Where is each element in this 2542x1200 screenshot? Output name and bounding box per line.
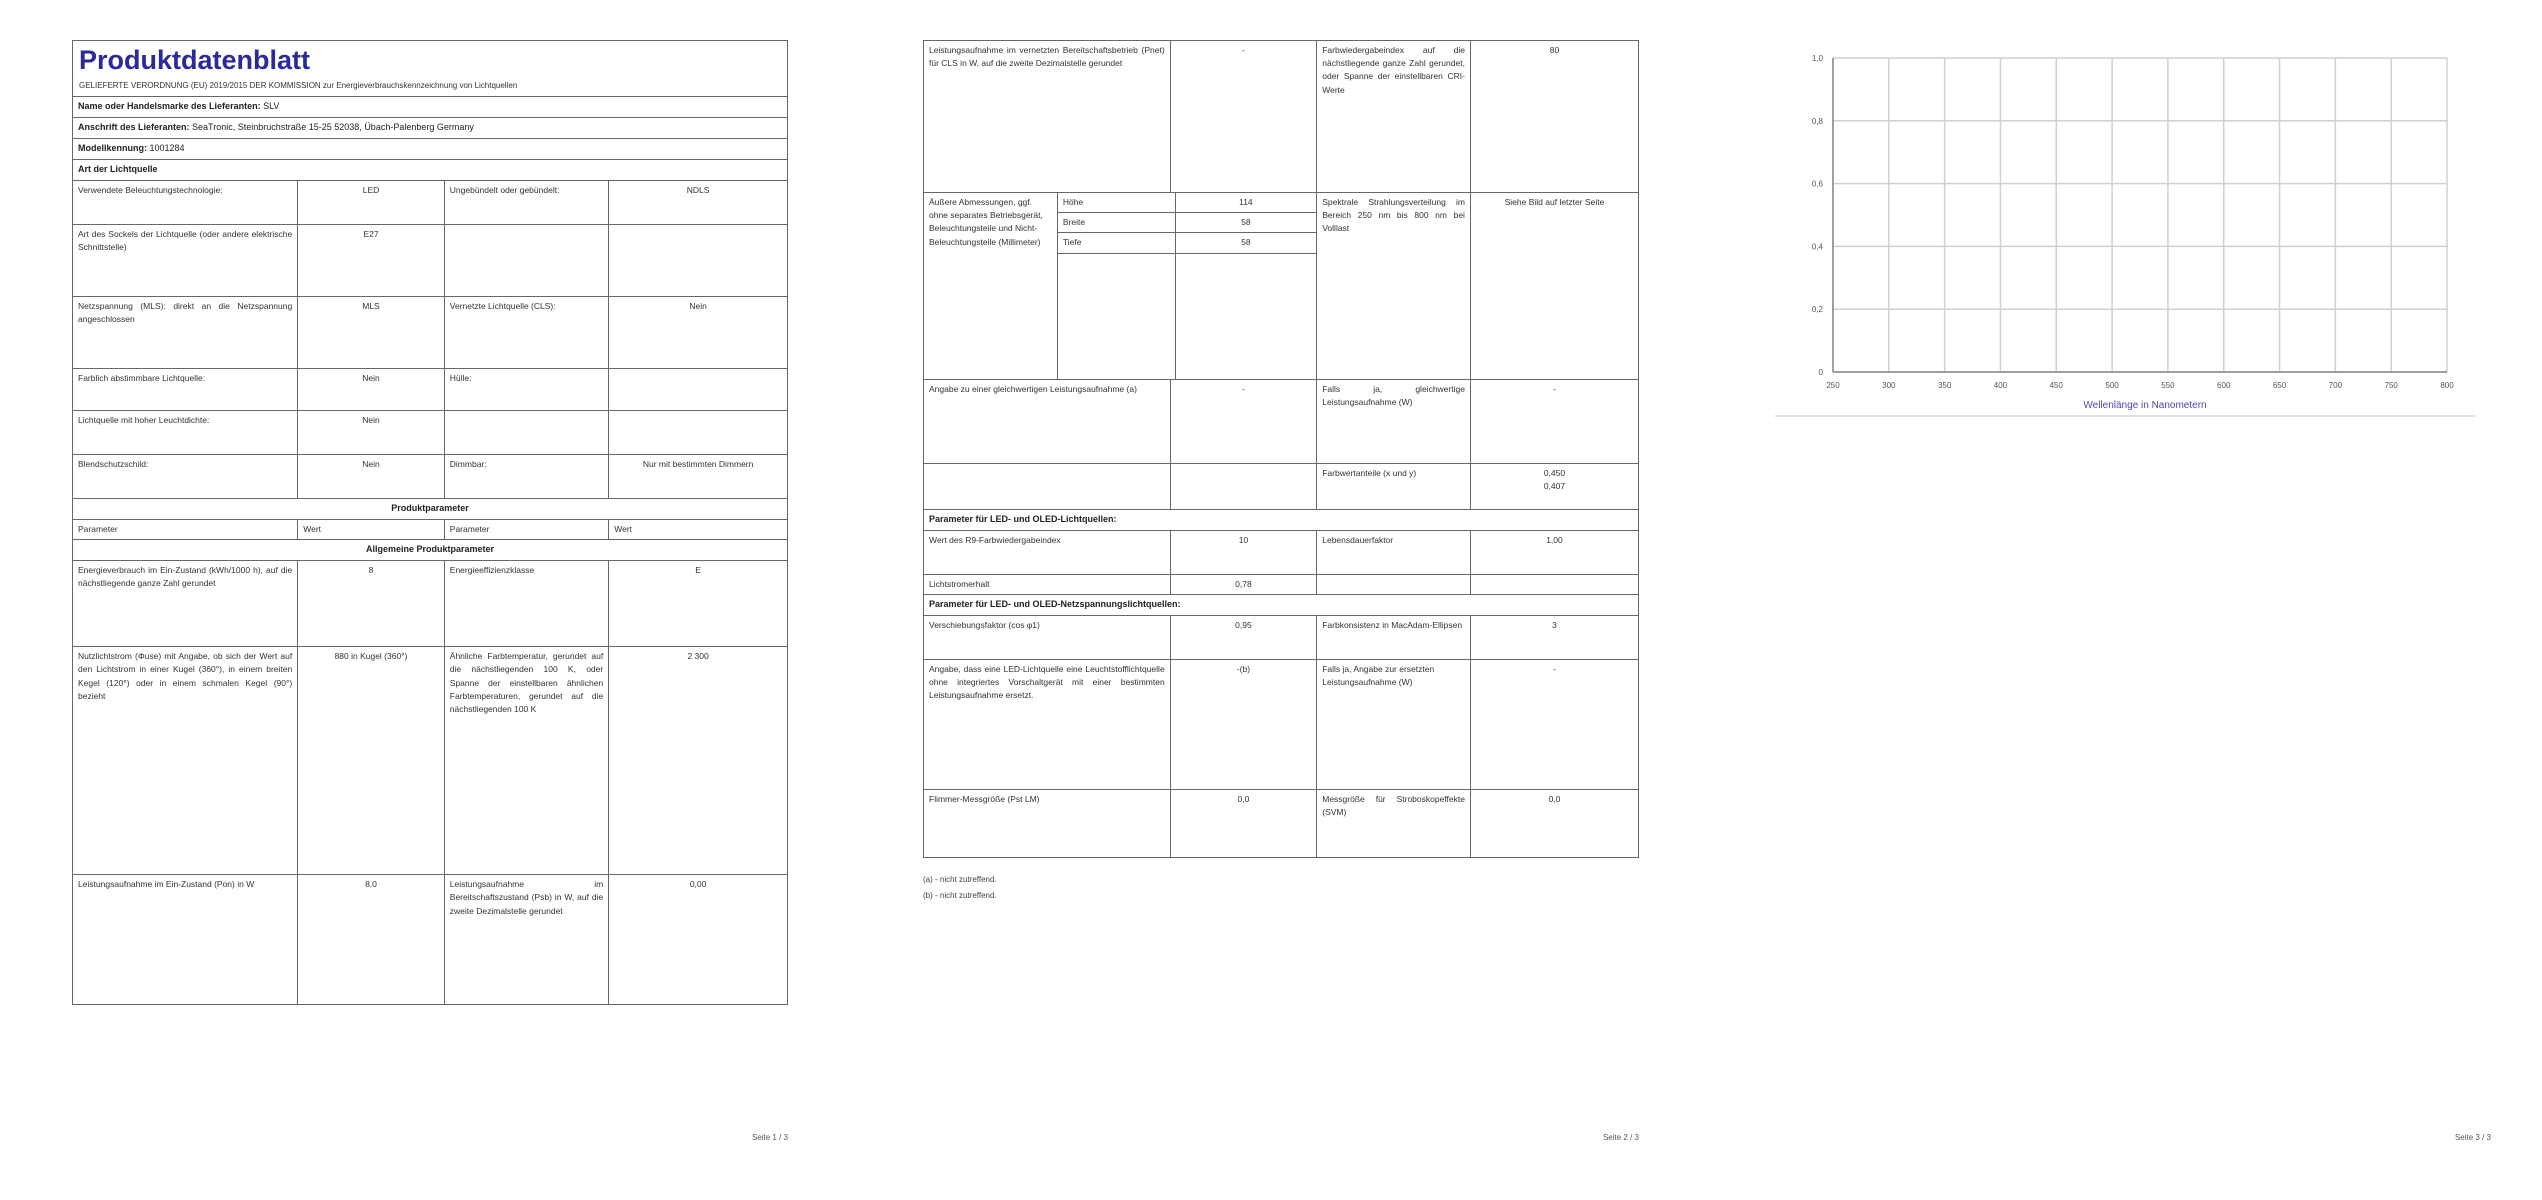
value-cell: E27 <box>298 225 445 297</box>
page-1 <box>72 40 788 1150</box>
param-cell: Ähnliche Farbtemperatur, gerundet auf die nächstliegenden 100 K, oder Spanne der einstellbaren ähnlichen Farbtemperaturen, gerundet auf die nächstliegenden 100 K <box>444 647 608 875</box>
dim-depth-label: Tiefe <box>1057 233 1175 253</box>
table-row <box>924 464 1639 510</box>
footnotes <box>923 872 1639 904</box>
dim-height-value: 114 <box>1175 193 1316 213</box>
value-cell: NDLS <box>609 181 788 225</box>
dimensions-label: Äußere Abmessungen, ggf. ohne separates Betriebsgerät, Beleuchtungsteile und Nicht-Beleuchtungsteile (Millimeter) <box>924 193 1057 379</box>
table-row <box>73 225 788 297</box>
param-cell: Hülle: <box>444 369 608 411</box>
param-header-row <box>73 520 788 540</box>
supplier-address-row <box>73 118 788 139</box>
x-tick-label: 600 <box>2217 381 2231 390</box>
model-id-label: Modellkennung: <box>78 143 147 154</box>
column-header: Parameter <box>73 520 298 540</box>
param-cell: Dimmbar: <box>444 455 608 499</box>
section-light-source-type: Art der Lichtquelle <box>73 160 788 181</box>
value-cell <box>1170 464 1317 510</box>
param-cell: Flimmer-Messgröße (Pst LM) <box>924 790 1171 858</box>
x-tick-label: 250 <box>1826 381 1840 390</box>
value-cell: - <box>1470 660 1638 790</box>
dim-depth-value: 58 <box>1175 233 1316 253</box>
value-cell: E <box>609 561 788 647</box>
table-row <box>73 875 788 1005</box>
value-cell <box>609 411 788 455</box>
y-tick-label: 1,0 <box>1811 54 1823 63</box>
param-cell: Lichtstromerhalt <box>924 574 1171 594</box>
value-cell: 2 300 <box>609 647 788 875</box>
param-cell <box>924 464 1171 510</box>
x-tick-label: 450 <box>2049 381 2063 390</box>
param-cell: Verwendete Beleuchtungstechnologie: <box>73 181 298 225</box>
param-cell <box>444 411 608 455</box>
table-row <box>924 616 1639 660</box>
chart-x-ticks <box>1826 381 2454 390</box>
product-sheet-table-continued <box>923 40 1639 858</box>
param-cell: Leistungsaufnahme im Bereitschaftszustand (Psb) in W, auf die zweite Dezimalstelle gerundet <box>444 875 608 1005</box>
table-row <box>924 660 1639 790</box>
value-cell: 0,00 <box>609 875 788 1005</box>
value-cell: 10 <box>1170 530 1317 574</box>
product-sheet-table <box>72 40 788 1005</box>
x-tick-label: 300 <box>1882 381 1896 390</box>
y-tick-label: 0 <box>1818 368 1823 377</box>
footnote: (b) - nicht zutreffend. <box>923 891 997 901</box>
value-cell <box>609 225 788 297</box>
value-cell: 3 <box>1470 616 1638 660</box>
param-cell: Blendschutzschild: <box>73 455 298 499</box>
param-cell: Farbwiedergabeindex auf die nächstliegende ganze Zahl gerundet, oder Spanne der einstellbaren CRI-Werte <box>1317 41 1471 193</box>
model-id-row <box>73 139 788 160</box>
y-tick-label: 0,8 <box>1811 116 1823 126</box>
spectral-label: Spektrale Strahlungsverteilung im Bereich 250 nm bis 800 nm bei Volllast <box>1317 193 1471 380</box>
value-cell: 880 in Kugel (360°) <box>298 647 445 875</box>
page-number: Seite 1 / 3 <box>751 1133 788 1142</box>
supplier-name-row <box>73 97 788 118</box>
table-row <box>73 647 788 875</box>
value-cell: 0,0 <box>1170 790 1317 858</box>
value-cell: LED <box>298 181 445 225</box>
supplier-name-label: Name oder Handelsmarke des Lieferanten: <box>78 101 261 112</box>
param-cell: Netzspannung (MLS): direkt an die Netzspannung angeschlossen <box>73 297 298 369</box>
x-tick-label: 550 <box>2161 381 2175 390</box>
supplier-name-value: SLV <box>263 101 280 112</box>
y-tick-label: 0,4 <box>1811 242 1823 252</box>
section-mains-params: Parameter für LED- und OLED-Netzspannungslichtquellen: <box>924 595 1639 616</box>
table-row <box>73 181 788 225</box>
x-tick-label: 350 <box>1937 381 1952 390</box>
table-row <box>73 411 788 455</box>
x-axis-label: Wellenlänge in Nanometern <box>2083 400 2207 411</box>
table-row <box>73 297 788 369</box>
param-cell: Verschiebungsfaktor (cos φ1) <box>924 616 1171 660</box>
param-cell: Lichtquelle mit hoher Leuchtdichte: <box>73 411 298 455</box>
chart-grid <box>1833 58 2447 372</box>
table-row <box>924 41 1639 193</box>
y-tick-label: 0,6 <box>1811 179 1823 189</box>
x-tick-label: 500 <box>2105 381 2119 390</box>
dimensions-row <box>924 193 1639 380</box>
page-number: Seite 2 / 3 <box>1602 1133 1639 1142</box>
param-cell: Farbkonsistenz in MacAdam-Ellipsen <box>1317 616 1471 660</box>
column-header: Parameter <box>444 520 608 540</box>
param-cell: Leistungsaufnahme im vernetzten Bereitschaftsbetrieb (Pnet) für CLS in W, auf die zweite Dezimalstelle gerundet <box>924 41 1171 193</box>
dim-width-label: Breite <box>1057 213 1175 233</box>
param-cell: Energieverbrauch im Ein-Zustand (kWh/1000 h), auf die nächstliegende ganze Zahl gerundet <box>73 561 298 647</box>
section-led-params: Parameter für LED- und OLED-Lichtquellen: <box>924 510 1639 531</box>
value-cell: - <box>1470 380 1638 464</box>
chart-svg <box>1775 40 2475 420</box>
value-cell: 8 <box>298 561 445 647</box>
x-tick-label: 700 <box>2328 381 2343 390</box>
footnote: (a) - nicht zutreffend. <box>923 875 997 885</box>
value-cell: 0,450 0,407 <box>1470 464 1638 510</box>
table-row <box>924 530 1639 574</box>
column-header: Wert <box>298 520 445 540</box>
value-cell: 8,0 <box>298 875 445 1005</box>
x-tick-label: 400 <box>1993 381 2008 390</box>
spectral-distribution-chart <box>1775 40 2475 420</box>
value-cell: - <box>1170 41 1317 193</box>
page-3 <box>1775 40 2491 1150</box>
table-row <box>73 455 788 499</box>
param-cell: Nutzlichtstrom (Φuse) mit Angabe, ob sich der Wert auf den Lichtstrom in einer Kugel (360°), in einem breiten Kegel (120°) oder in einem schmalen Kegel (90°) bezieht <box>73 647 298 875</box>
chart-y-ticks <box>1812 54 1824 377</box>
value-cell: Nein <box>298 369 445 411</box>
param-cell: Leistungsaufnahme im Ein-Zustand (Pon) in W <box>73 875 298 1005</box>
table-row <box>73 369 788 411</box>
dim-height-label: Höhe <box>1057 193 1175 213</box>
param-cell: Ungebündelt oder gebündelt: <box>444 181 608 225</box>
param-cell: Angabe, dass eine LED-Lichtquelle eine Leuchtstofflichtquelle ohne integriertes Vorschaltgerät mit einer bestimmten Leistungsaufnahme ersetzt. <box>924 660 1171 790</box>
param-cell: Farblich abstimmbare Lichtquelle: <box>73 369 298 411</box>
section-general-params: Allgemeine Produktparameter <box>73 540 788 561</box>
section-product-params: Produktparameter <box>73 499 788 520</box>
x-tick-label: 650 <box>2272 381 2287 390</box>
x-tick-label: 800 <box>2440 381 2454 390</box>
value-cell: MLS <box>298 297 445 369</box>
param-cell: Art des Sockels der Lichtquelle (oder andere elektrische Schnittstelle) <box>73 225 298 297</box>
table-row <box>924 790 1639 858</box>
param-cell: Messgröße für Stroboskopeffekte (SVM) <box>1317 790 1471 858</box>
value-cell: Nur mit bestimmten Dimmern <box>609 455 788 499</box>
doc-title: Produktdatenblatt <box>79 45 311 75</box>
param-cell: Wert des R9-Farbwiedergabeindex <box>924 530 1171 574</box>
param-cell <box>444 225 608 297</box>
value-cell: 0,78 <box>1170 574 1317 594</box>
param-cell: Farbwertanteile (x und y) <box>1317 464 1471 510</box>
value-cell: - <box>1170 380 1317 464</box>
chart-axes <box>1775 58 2475 416</box>
value-cell: -(b) <box>1170 660 1317 790</box>
y-tick-label: 0,2 <box>1811 305 1823 315</box>
spectral-value: Siehe Bild auf letzter Seite <box>1470 193 1638 380</box>
value-cell: Nein <box>298 411 445 455</box>
value-cell <box>609 369 788 411</box>
page-2 <box>923 40 1639 1150</box>
param-cell <box>1317 574 1471 594</box>
value-cell: 0,0 <box>1470 790 1638 858</box>
value-cell: Nein <box>298 455 445 499</box>
value-cell: 80 <box>1470 41 1638 193</box>
regulation-intro: GELIEFERTE VERORDNUNG (EU) 2019/2015 DER KOMMISSION zur Energieverbrauchskennzeichnung von Lichtquellen <box>79 80 518 90</box>
model-id-value: 1001284 <box>149 143 185 154</box>
supplier-address-label: Anschrift des Lieferanten: <box>78 122 190 133</box>
param-cell: Falls ja, gleichwertige Leistungsaufnahme (W) <box>1317 380 1471 464</box>
value-cell: 1,00 <box>1470 530 1638 574</box>
value-cell: Nein <box>609 297 788 369</box>
dim-width-value: 58 <box>1175 213 1316 233</box>
param-cell: Lebensdauerfaktor <box>1317 530 1471 574</box>
value-cell <box>1470 574 1638 594</box>
param-cell: Falls ja, Angabe zur ersetzten Leistungsaufnahme (W) <box>1317 660 1471 790</box>
param-cell: Angabe zu einer gleichwertigen Leistungsaufnahme (a) <box>924 380 1171 464</box>
column-header: Wert <box>609 520 788 540</box>
dimensions-cell <box>924 193 1317 380</box>
value-cell: 0,95 <box>1170 616 1317 660</box>
table-row <box>73 561 788 647</box>
table-row <box>924 574 1639 594</box>
table-row <box>924 380 1639 464</box>
supplier-address-value: SeaTronic, Steinbruchstraße 15-25 52038, Übach-Palenberg Germany <box>192 122 474 133</box>
param-cell: Vernetzte Lichtquelle (CLS): <box>444 297 608 369</box>
param-cell: Energieeffizienzklasse <box>444 561 608 647</box>
page-number: Seite 3 / 3 <box>2454 1133 2491 1142</box>
x-tick-label: 750 <box>2384 381 2398 390</box>
